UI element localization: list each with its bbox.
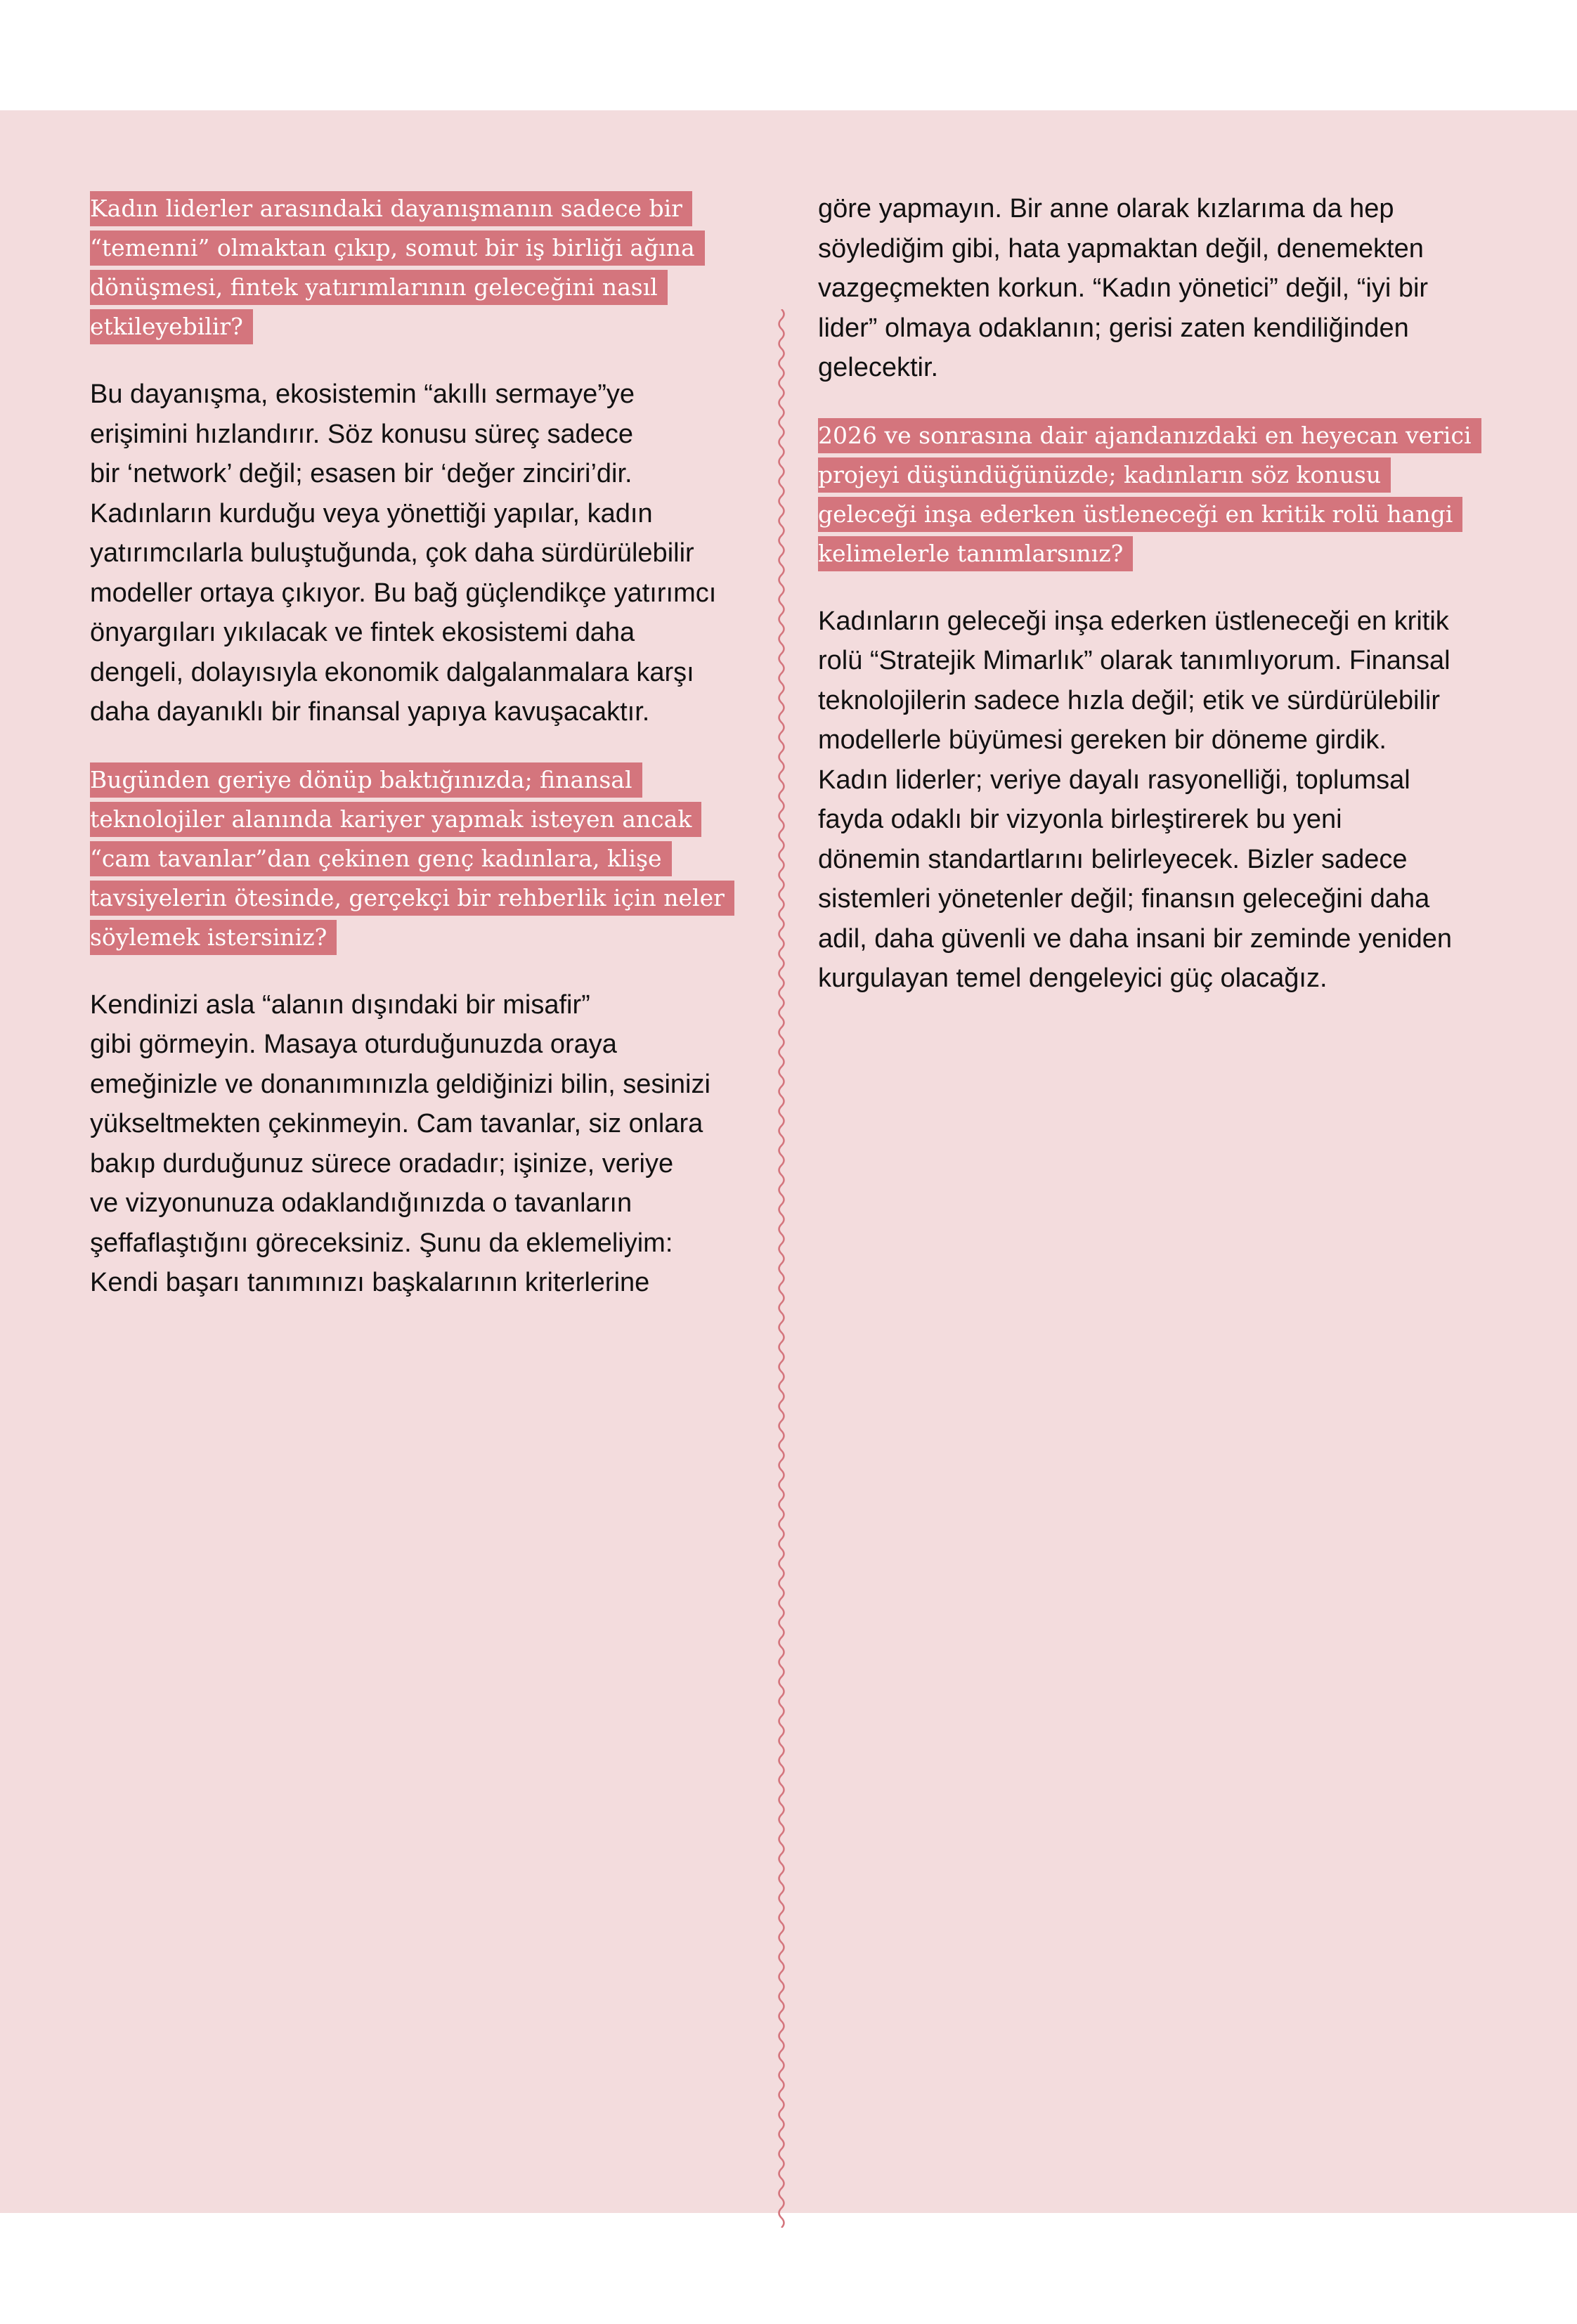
answer-2: Kendinizi asla “alanın dışındaki bir misafir” gibi görmeyin. Masaya oturduğunuzda oraya emeğinizle ve donanımınızla geldiğinizi bilin, sesinizi yükseltmekten çekinmeyin. Cam tavanlar, siz onlara bakıp durduğunuz sürece oradadır; işinize, veriye ve vizyonunuza odaklandığınızda o tavanların şeffaflaştığını göreceksiniz. Şunu da eklemeliyim: Kendi başarı tanımınızı başkalarının kriterlerine <box>90 989 710 1297</box>
answer-3: Kadınların geleceği inşa ederken üstleneceği en kritik rolü “Stratejik Mimarlık” olarak tanımlıyorum. Finansal teknolojilerin sadece hızla değil; etik ve sürdürülebilir modellerle büyümesi gereken bir döneme girdik. Kadın liderler; veriye dayalı rasyonelliği, toplumsal fayda odaklı bir vizyonla birleştirerek bu yeni dönemin standartlarını belirleyecek. Bizler sadece sistemleri yönetenler değil; finansın geleceğini daha adil, daha güvenli ve daha insani bir zeminde yeniden kurgulayan temel dengeleyici güç olacağız. <box>818 606 1453 993</box>
question-1 <box>90 189 751 346</box>
left-column <box>90 189 758 1331</box>
column-divider-wavy-line <box>773 309 790 2228</box>
question-3 <box>818 416 1479 573</box>
answer-1: Bu dayanışma, ekosistemin “akıllı sermaye”ye erişimini hızlandırır. Söz konusu süreç sadece bir ‘network’ değil; esasen bir ‘değer zinciri’dir. Kadınların kurduğu veya yönettiği yapılar, kadın yatırımcılarla buluştuğunda, çok daha sürdürülebilir modeller ortaya çıkıyor. Bu bağ güçlendikçe yatırımcı önyargıları yıkılacak ve fintek ekosistemi daha dengeli, dolayısıyla ekonomik dalgalanmalara karşı daha dayanıklı bir finansal yapıya kavuşacaktır. <box>90 379 717 727</box>
question-2-text: Bugünden geriye dönüp baktığınızda; finansal teknolojiler alanında kariyer yapmak isteyen ancak “cam tavanlar”dan çekinen genç kadınlara, klişe tavsiyelerin ötesinde, gerçekçi bir rehberlik için neler söylemek istersiniz? <box>90 762 734 955</box>
article-panel <box>0 110 1577 2213</box>
question-2 <box>90 760 751 957</box>
question-3-text: 2026 ve sonrasına dair ajandanızdaki en heyecan verici projeyi düşündüğünüzde; kadınların söz konusu geleceği inşa ederken üstleneceği en kritik rolü hangi kelimelerle tanımlarsınız? <box>818 418 1481 571</box>
question-1-text: Kadın liderler arasındaki dayanışmanın sadece bir “temenni” olmaktan çıkıp, somut bir iş birliği ağına dönüşmesi, fintek yatırımlarının geleceğini nasıl etkileyebilir? <box>90 191 705 344</box>
right-column <box>818 189 1486 1027</box>
answer-2-continued: göre yapmayın. Bir anne olarak kızlarıma da hep söylediğim gibi, hata yapmaktan değil, denemekten vazgeçmekten korkun. “Kadın yönetici” değil, “iyi bir lider” olmaya odaklanın; gerisi zaten kendiliğinden gelecektir. <box>818 194 1429 382</box>
